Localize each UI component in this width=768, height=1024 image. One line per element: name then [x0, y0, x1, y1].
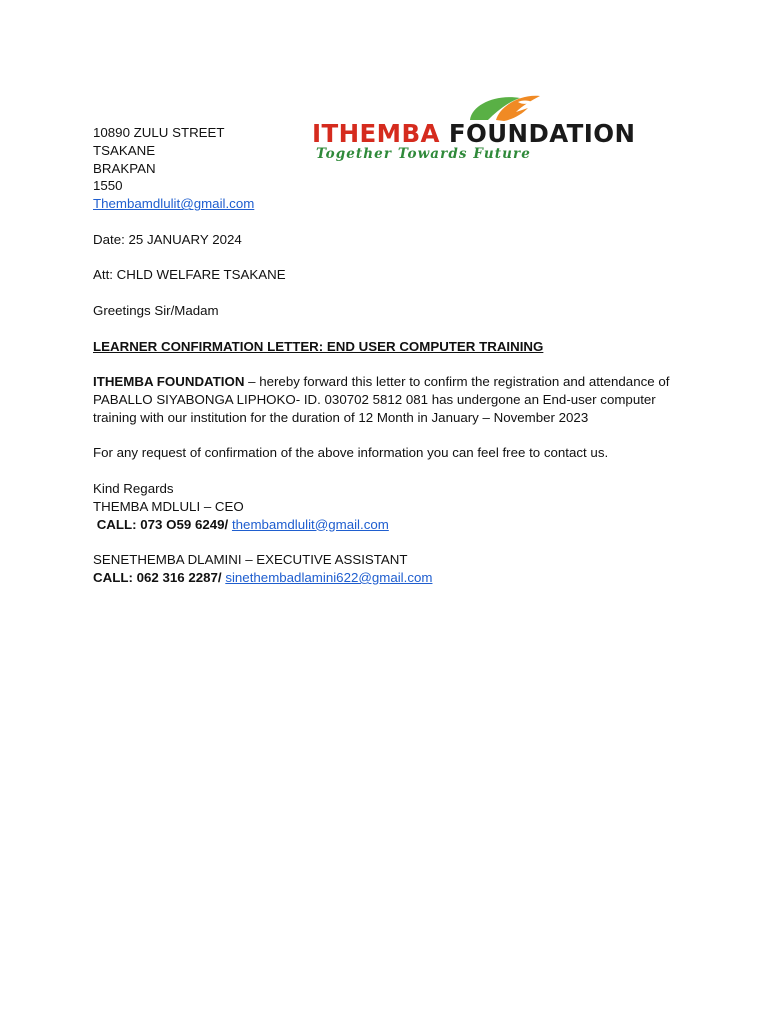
address-city: BRAKPAN — [93, 160, 156, 176]
assistant-name-line: SENETHEMBA DLAMINI – EXECUTIVE ASSISTANT — [93, 552, 408, 568]
closing: Kind Regards — [93, 480, 174, 496]
assistant-phone: CALL: 062 316 2287/ — [93, 569, 222, 585]
body-paragraph-1-text: – hereby forward this letter to confirm the registration and attendance of PABALLO SIYABONGA LIPHOKO- ID. 030702 5812 081 has undergone an End-user computer training with our institution for the duration of 12 Month in January – November 2023 — [93, 374, 670, 425]
assistant-email-link[interactable]: sinethembadlamini622@gmail.com — [225, 569, 433, 585]
organisation-name: ITHEMBA FOUNDATION — [93, 374, 245, 390]
logo-title-foundation: FOUNDATION — [448, 119, 636, 148]
attention-line: Att: CHLD WELFARE TSAKANE — [93, 267, 286, 283]
body-paragraph-2: For any request of confirmation of the above information you can feel free to contact us. — [93, 445, 609, 461]
ceo-contact-line — [93, 516, 693, 534]
address-email-link[interactable]: Thembamdlulit@gmail.com — [93, 196, 255, 212]
letter-date: Date: 25 JANUARY 2024 — [93, 231, 242, 247]
address-postal-code: 1550 — [93, 178, 123, 194]
greeting: Greetings Sir/Madam — [93, 302, 219, 318]
ceo-email-link[interactable]: thembamdlulit@gmail.com — [231, 516, 389, 532]
body-paragraph-1 — [93, 373, 678, 426]
assistant-contact-line — [93, 569, 693, 587]
logo-tagline: Together Towards Future — [316, 146, 531, 162]
letter-body — [93, 124, 693, 587]
ceo-name-line: THEMBA MDLULI – CEO — [93, 498, 244, 514]
address-street: 10890 ZULU STREET — [93, 125, 225, 140]
address-suburb: TSAKANE — [93, 142, 156, 158]
ceo-phone: CALL: 073 O59 6249/ — [93, 516, 229, 532]
logo-title-ithemba: ITHEMBA — [312, 119, 440, 148]
letter-subject: LEARNER CONFIRMATION LETTER: END USER COMPUTER TRAINING — [93, 338, 544, 354]
